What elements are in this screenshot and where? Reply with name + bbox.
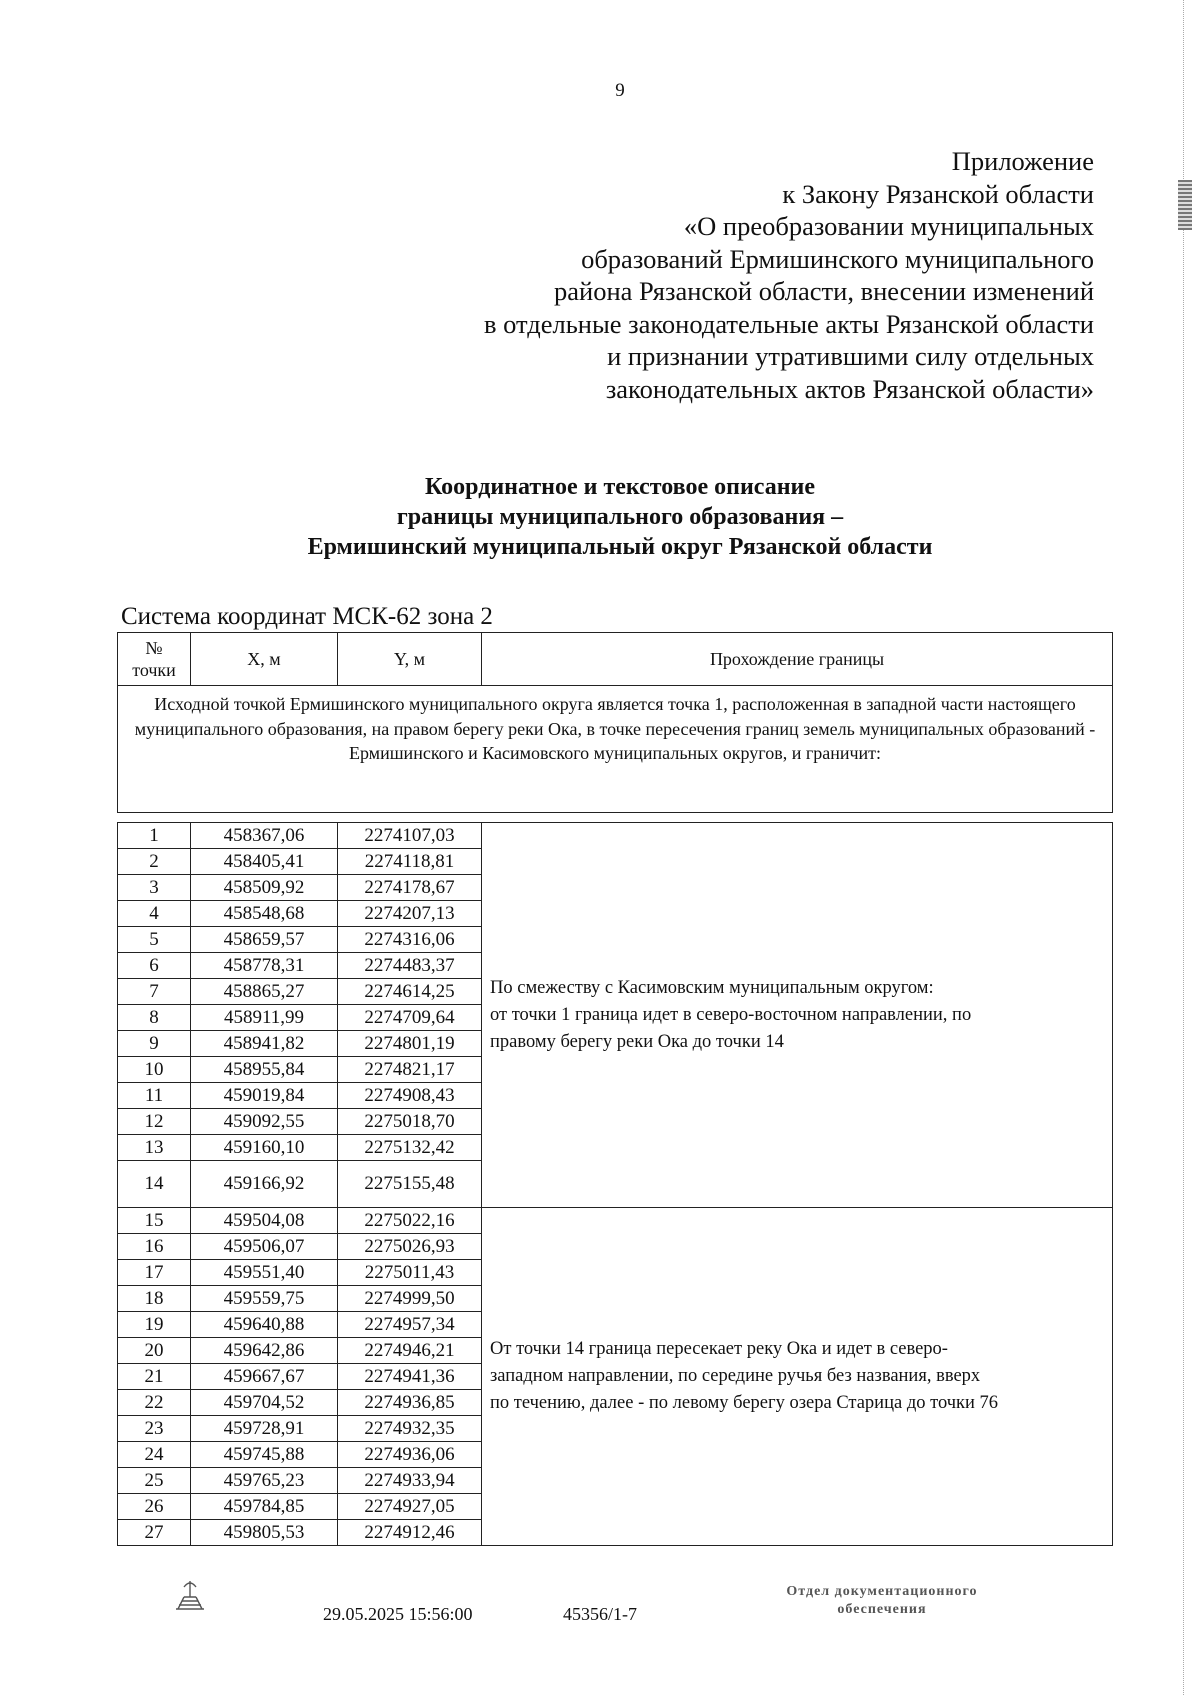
cell-point-number: 7 (118, 979, 191, 1005)
cell-point-number: 12 (118, 1109, 191, 1135)
cell-x: 459160,10 (191, 1135, 338, 1161)
cell-point-number: 18 (118, 1286, 191, 1312)
cell-y: 2274933,94 (338, 1468, 482, 1494)
cell-x: 459765,23 (191, 1468, 338, 1494)
cell-x: 458911,99 (191, 1005, 338, 1031)
table-row (118, 1208, 1113, 1234)
cell-x: 459745,88 (191, 1442, 338, 1468)
cell-point-number: 16 (118, 1234, 191, 1260)
description-line: по течению, далее - по левому берегу озера Старица до точки 76 (490, 1393, 999, 1413)
cell-point-number: 4 (118, 901, 191, 927)
cell-point-number: 6 (118, 953, 191, 979)
cell-point-number: 17 (118, 1260, 191, 1286)
cell-y: 2274821,17 (338, 1057, 482, 1083)
cell-x: 459559,75 (191, 1286, 338, 1312)
description-line: По смежеству с Касимовским муниципальным округом: (490, 977, 934, 998)
footer-date: 29.05.2025 15:56:00 (323, 1604, 473, 1624)
appendix-heading (484, 145, 1094, 405)
cell-y: 2274614,25 (338, 979, 482, 1005)
cell-y: 2274927,05 (338, 1494, 482, 1520)
cell-x: 459551,40 (191, 1260, 338, 1286)
spacer-cell (118, 813, 1113, 823)
description-line: От точки 14 граница пересекает реку Ока и идет в северо- (490, 1339, 948, 1359)
cell-point-number: 1 (118, 823, 191, 849)
cell-y: 2275022,16 (338, 1208, 482, 1234)
document-title (130, 472, 1110, 562)
cell-x: 458367,06 (191, 823, 338, 849)
description-line: западном направлении, по середине ручья без названия, вверх (490, 1366, 981, 1386)
appendix-line: к Закону Рязанской области (782, 178, 1094, 209)
cell-y: 2275018,70 (338, 1109, 482, 1135)
cell-y: 2274936,06 (338, 1442, 482, 1468)
header-passage: Прохождение границы (482, 633, 1113, 686)
cell-x: 458548,68 (191, 901, 338, 927)
spacer-row (118, 813, 1113, 823)
cell-y: 2274107,03 (338, 823, 482, 849)
cell-point-number: 22 (118, 1390, 191, 1416)
cell-y: 2275026,93 (338, 1234, 482, 1260)
cell-y: 2274207,13 (338, 901, 482, 927)
table-row (118, 823, 1113, 849)
cell-x: 458955,84 (191, 1057, 338, 1083)
cell-point-number: 8 (118, 1005, 191, 1031)
cell-point-number: 21 (118, 1364, 191, 1390)
coordinate-system-label: Система координат МСК-62 зона 2 (121, 603, 493, 630)
cell-y: 2274178,67 (338, 875, 482, 901)
cell-x: 459019,84 (191, 1083, 338, 1109)
stamp-line: обеспечения (837, 1602, 927, 1617)
boundary-table-container (117, 632, 1112, 1546)
cell-y: 2274483,37 (338, 953, 482, 979)
cell-y: 2274957,34 (338, 1312, 482, 1338)
cell-x: 459784,85 (191, 1494, 338, 1520)
cell-x: 459640,88 (191, 1312, 338, 1338)
cell-x: 459166,92 (191, 1161, 338, 1208)
cell-point-number: 19 (118, 1312, 191, 1338)
footer-reg-number: 45356/1-7 (563, 1604, 637, 1624)
cell-point-number: 26 (118, 1494, 191, 1520)
cell-y: 2274118,81 (338, 849, 482, 875)
header-num-symbol: № (145, 638, 163, 658)
scan-edge (1183, 0, 1188, 1695)
appendix-line: в отдельные законодательные акты Рязанской области (483, 308, 1094, 339)
header-x: X, м (191, 633, 338, 686)
emblem-icon (170, 1575, 210, 1615)
appendix-line: Приложение (951, 146, 1094, 176)
cell-y: 2274936,85 (338, 1390, 482, 1416)
cell-y: 2275011,43 (338, 1260, 482, 1286)
cell-point-number: 15 (118, 1208, 191, 1234)
cell-x: 459805,53 (191, 1520, 338, 1546)
page-number: 9 (615, 80, 625, 101)
header-y: Y, м (338, 633, 482, 686)
cell-point-number: 3 (118, 875, 191, 901)
cell-x: 458778,31 (191, 953, 338, 979)
cell-y: 2274908,43 (338, 1083, 482, 1109)
cell-y: 2274932,35 (338, 1416, 482, 1442)
cell-point-number: 23 (118, 1416, 191, 1442)
title-line: границы муниципального образования – (396, 504, 844, 530)
appendix-line: образований Ермишинского муниципального (581, 243, 1094, 274)
cell-x: 459506,07 (191, 1234, 338, 1260)
cell-y: 2274912,46 (338, 1520, 482, 1546)
cell-point-number: 14 (118, 1161, 191, 1208)
appendix-line: «О преобразовании муниципальных (683, 211, 1094, 241)
title-line: Ермишинский муниципальный округ Рязанской области (307, 534, 933, 560)
cell-point-number: 2 (118, 849, 191, 875)
cell-x: 459704,52 (191, 1390, 338, 1416)
table-header-row (118, 633, 1113, 686)
stamp-line: Отдел документационного (786, 1584, 978, 1599)
cell-point-number: 20 (118, 1338, 191, 1364)
header-point-number (118, 633, 191, 686)
header-num-label: точки (132, 660, 176, 680)
cell-x: 458509,92 (191, 875, 338, 901)
cell-y: 2274801,19 (338, 1031, 482, 1057)
cell-x: 459667,67 (191, 1364, 338, 1390)
cell-point-number: 13 (118, 1135, 191, 1161)
cell-y: 2275155,48 (338, 1161, 482, 1208)
cell-x: 459728,91 (191, 1416, 338, 1442)
footer-stamp (732, 1583, 1032, 1619)
cell-y: 2274946,21 (338, 1338, 482, 1364)
cell-point-number: 11 (118, 1083, 191, 1109)
cell-x: 458941,82 (191, 1031, 338, 1057)
cell-y: 2274709,64 (338, 1005, 482, 1031)
description-line: правому берегу реки Ока до точки 14 (490, 1031, 784, 1052)
cell-point-number: 5 (118, 927, 191, 953)
cell-x: 458659,57 (191, 927, 338, 953)
cell-point-number: 25 (118, 1468, 191, 1494)
cell-point-number: 27 (118, 1520, 191, 1546)
cell-x: 459092,55 (191, 1109, 338, 1135)
appendix-line: законодательных актов Рязанской области» (605, 373, 1094, 404)
cell-x: 459642,86 (191, 1338, 338, 1364)
appendix-line: района Рязанской области, внесении изменений (554, 276, 1094, 306)
cell-y: 2275132,42 (338, 1135, 482, 1161)
cell-point-number: 24 (118, 1442, 191, 1468)
boundary-table (117, 632, 1113, 1546)
cell-y: 2274999,50 (338, 1286, 482, 1312)
intro-row (118, 686, 1113, 813)
title-line: Координатное и текстовое описание (424, 474, 816, 500)
scan-mark (1178, 180, 1192, 230)
appendix-line: и признании утратившими силу отдельных (607, 341, 1094, 371)
cell-passage-description (482, 1208, 1113, 1546)
cell-passage-description (482, 823, 1113, 1208)
cell-x: 458865,27 (191, 979, 338, 1005)
cell-x: 459504,08 (191, 1208, 338, 1234)
cell-x: 458405,41 (191, 849, 338, 875)
cell-y: 2274316,06 (338, 927, 482, 953)
cell-point-number: 9 (118, 1031, 191, 1057)
description-line: от точки 1 граница идет в северо-восточном направлении, по (490, 1004, 972, 1025)
cell-point-number: 10 (118, 1057, 191, 1083)
intro-text: Исходной точкой Ермишинского муниципального округа является точка 1, расположенная в западной части настоящего муниципального образования, на правом берегу реки Ока, в точке пересечения границ земель муниципальных образований - Ермишинского и Касимовского муниципальных округов, и граничит: (118, 686, 1113, 813)
cell-y: 2274941,36 (338, 1364, 482, 1390)
